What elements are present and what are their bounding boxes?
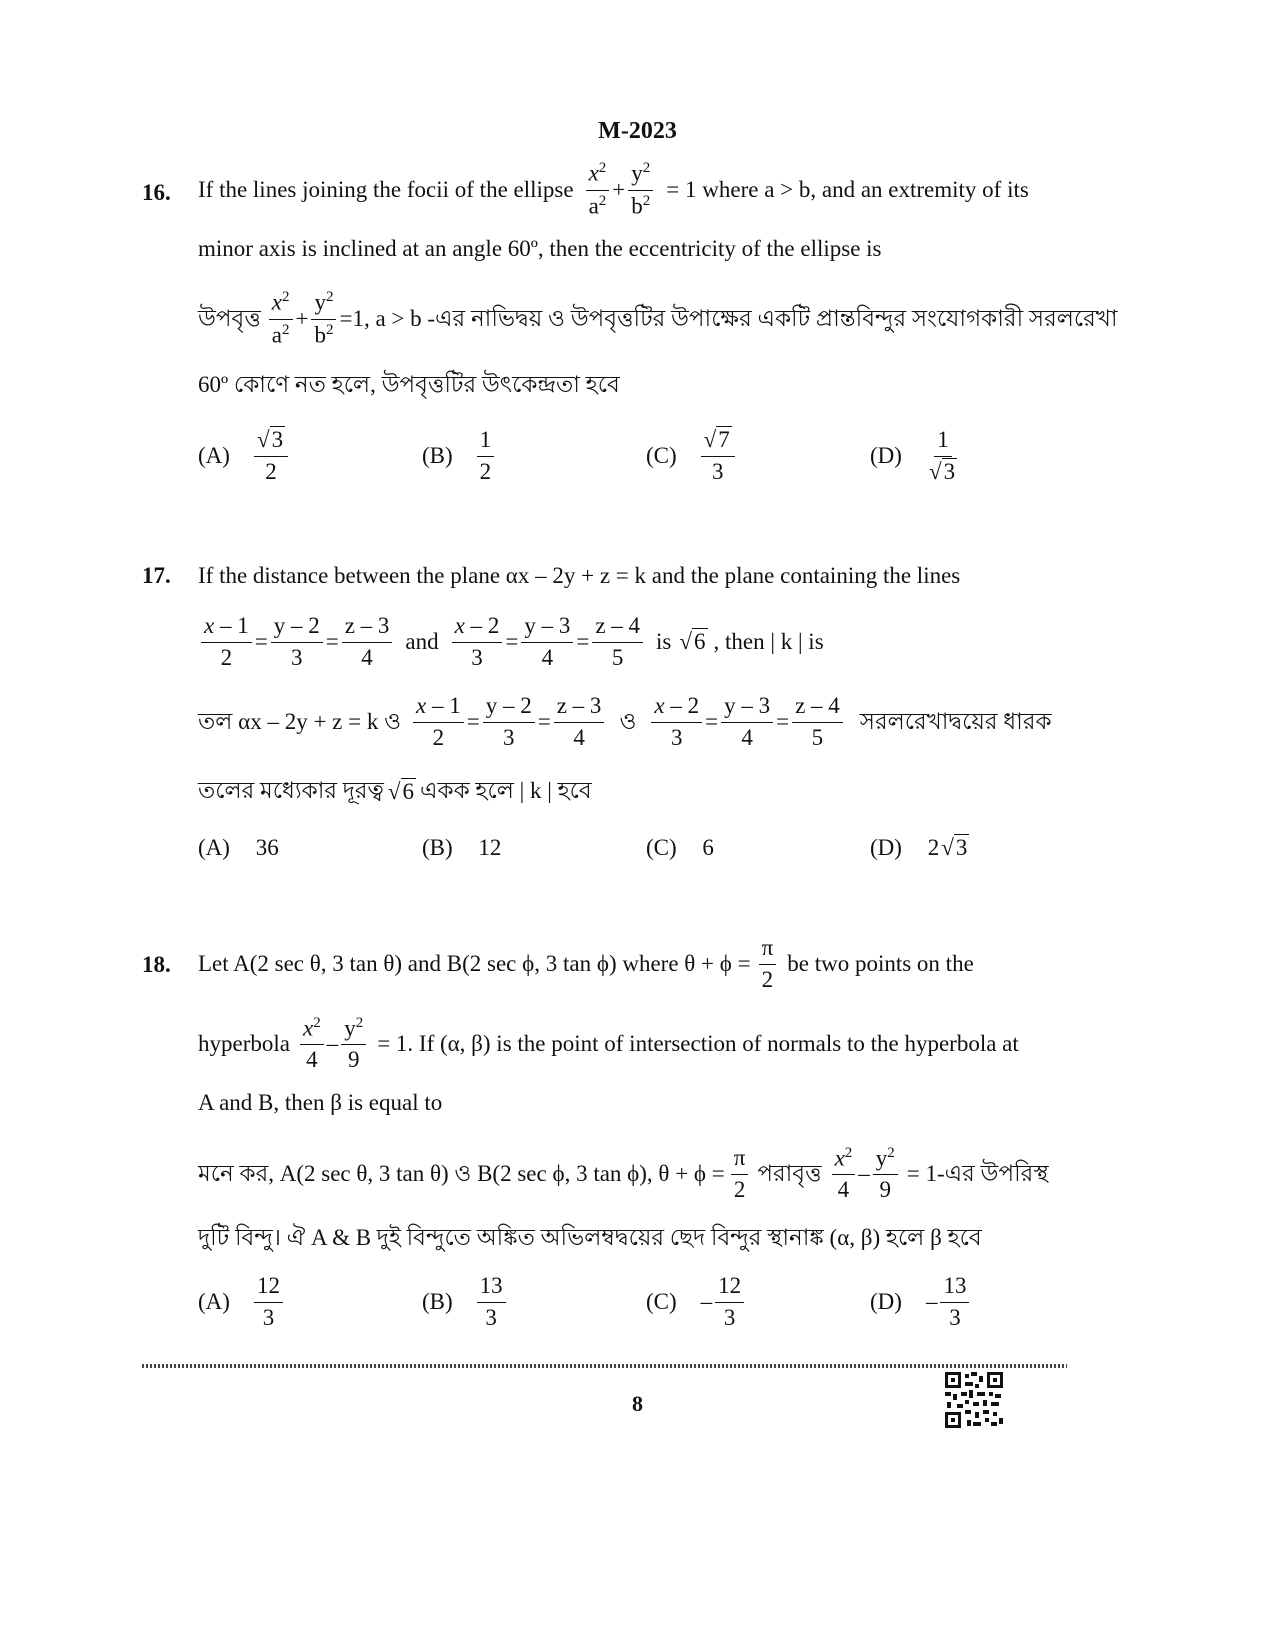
fraction-x2-4: $\frac{x^2}{4}$ <box>832 1145 856 1204</box>
fraction: $\frac{y - 3}{4}$ <box>721 693 773 751</box>
option-label: (A) <box>198 1289 230 1314</box>
option-value: 6 <box>702 835 714 860</box>
question-text: = 1 where a > b, and an extremity of its <box>666 177 1029 202</box>
fraction: $\frac{x - 2}{3}$ <box>651 693 702 751</box>
question-18-en-line3: A and B, then β is equal to <box>198 1090 443 1115</box>
question-text: Let A(2 sec θ, 3 tan θ) and B(2 sec ϕ, 3 tan ϕ) where θ + ϕ = <box>198 951 751 976</box>
question-text-bengali: উপবৃত্ত <box>198 305 261 331</box>
question-text-bengali: মনে কর, A(2 sec θ, 3 tan θ) ও B(2 sec ϕ, 3 tan ϕ), θ + ϕ = <box>198 1160 725 1186</box>
option-value: $\frac{13}{3}$ <box>477 1273 506 1331</box>
confidential-strip <box>142 1364 1067 1368</box>
option-label: (A) <box>198 835 230 860</box>
question-18-en-line1 <box>198 932 1068 996</box>
option-value: $\frac{12}{3}$ <box>254 1273 283 1331</box>
option-label: (B) <box>422 1289 453 1314</box>
question-17-en-line1: If the distance between the plane αx – 2y + z = k and the plane containing the lines <box>198 563 961 588</box>
option-value: 12 <box>478 835 502 860</box>
option-b[interactable] <box>422 835 501 861</box>
option-label: (D) <box>870 835 902 860</box>
option-a[interactable] <box>198 424 291 488</box>
option-label: (C) <box>646 443 677 468</box>
option-b[interactable] <box>422 424 497 488</box>
question-18-bn-line2: দুটি বিন্দু। ঐ A & B দুই বিন্দুতে অঙ্কিত অভিলম্বদ্বয়ের ছেদ বিন্দুর স্থানাঙ্ক (α, β) হলে β হবে <box>198 1225 982 1250</box>
page-header-code: M-2023 <box>598 118 677 144</box>
option-value: $\frac{12}{3}$ <box>715 1273 744 1331</box>
fraction-y2-9: $\frac{y^2}{9}$ <box>873 1145 898 1204</box>
fraction: $\frac{y - 2}{3}$ <box>483 693 535 751</box>
question-text-bengali: পরাবৃত্ত <box>757 1160 822 1186</box>
page-number: 8 <box>632 1391 643 1416</box>
fraction: $\frac{z - 3}{4}$ <box>342 613 393 671</box>
fraction: $\frac{z - 4}{5}$ <box>792 693 843 751</box>
question-text-bengali: সরলরেখাদ্বয়ের ধারক <box>859 708 1052 734</box>
option-c[interactable] <box>646 835 714 861</box>
option-a[interactable] <box>198 1270 286 1334</box>
option-d[interactable] <box>870 835 969 861</box>
fraction-x2-a2: $\frac{x^2}{a^2}$ <box>586 160 610 219</box>
question-text: , then | k | is <box>713 629 824 654</box>
question-text-bengali: =1, a > b -এর নাভিদ্বয় ও উপবৃত্তটির উপাক্ষের একটি প্রান্তবিন্দুর সংযোগকারী সরলরেখা <box>339 305 1118 331</box>
question-text-bengali: তল αx – 2y + z = k ও <box>198 708 402 734</box>
fraction: $\frac{z - 3}{4}$ <box>554 693 605 751</box>
question-text: be two points on the <box>787 951 974 976</box>
question-text: hyperbola <box>198 1031 290 1056</box>
connector-text: ও <box>619 708 637 734</box>
option-value: $\frac{1}{2}$ <box>477 427 495 485</box>
question-17-en-line2: $\frac{x - 1}{2}$ = $\frac{y - 2}{3}$ = $\frac{z - 3}{4}$ and $\frac{x - 2}{3}$ = $\frac{y - 3}{4}$ = $\frac{z - 4}{5}$ is √6 , then | k | is <box>198 610 824 674</box>
fraction: $\frac{x - 1}{2}$ <box>201 613 252 671</box>
option-label: (A) <box>198 443 230 468</box>
fraction: $\frac{x - 2}{3}$ <box>452 613 503 671</box>
option-value: $\frac{√3}{2}$ <box>254 427 288 485</box>
sqrt-6: √6 <box>679 629 706 654</box>
fraction: $\frac{z - 4}{5}$ <box>592 613 643 671</box>
option-d[interactable] <box>870 424 963 488</box>
option-value: 36 <box>255 835 279 860</box>
fraction-y2-b2: $\frac{y^2}{b^2}$ <box>628 160 653 219</box>
question-text: = 1. If (α, β) is the point of intersection of normals to the hyperbola at <box>377 1031 1019 1056</box>
sqrt-3: √3 <box>941 835 968 860</box>
option-d[interactable]: (D) – $\frac{13}{3}$ <box>870 1270 972 1334</box>
fraction: $\frac{x - 1}{2}$ <box>413 693 464 751</box>
question-number: 18. <box>142 952 171 977</box>
question-18-bn-line1: মনে কর, A(2 sec θ, 3 tan θ) ও B(2 sec ϕ, 3 tan ϕ), θ + ϕ = $\frac{\pi}{2}$ পরাবৃত্ত $\frac{x^2}{4}$ – $\frac{y^2}{9}$ = 1-এর উপরিস্থ <box>198 1144 1049 1202</box>
question-number: 16. <box>142 180 171 205</box>
option-b[interactable] <box>422 1270 509 1334</box>
fraction-x2-4: $\frac{x^2}{4}$ <box>300 1015 324 1074</box>
option-value: 2 <box>927 835 940 860</box>
question-16-en-line2: minor axis is inclined at an angle 60º, then the eccentricity of the ellipse is <box>198 236 882 261</box>
question-17-bn-line2 <box>198 772 592 811</box>
question-text-bengali: তলের মধ্যেকার দূরত্ব <box>198 778 384 803</box>
fraction-pi-2: $\frac{\pi}{2}$ <box>731 1145 749 1203</box>
question-17-bn-line1: তল αx – 2y + z = k ও $\frac{x - 1}{2}$ = $\frac{y - 2}{3}$ = $\frac{z - 3}{4}$ ও $\frac{x - 2}{3}$ = $\frac{y - 3}{4}$ = $\frac{z - 4}{5}$ সরলরেখাদ্বয়ের ধারক <box>198 693 1052 750</box>
connector-text: and <box>405 629 439 654</box>
fraction-y2-b2: $\frac{y^2}{b^2}$ <box>311 289 336 348</box>
option-label: (D) <box>870 443 902 468</box>
option-label: (C) <box>646 1289 677 1314</box>
fraction-y2-9: $\frac{y^2}{9}$ <box>341 1015 366 1074</box>
option-label: (D) <box>870 1289 902 1314</box>
fraction: $\frac{y - 3}{4}$ <box>521 613 573 671</box>
question-16-bn-line2: 60º কোণে নত হলে, উপবৃত্তটির উৎকেন্দ্রতা হবে <box>198 372 620 397</box>
option-value: $\frac{1}{√3}$ <box>928 427 956 484</box>
connector-text: is <box>656 629 672 654</box>
question-text: If the lines joining the focii of the ellipse <box>198 177 574 202</box>
option-c[interactable] <box>646 424 738 488</box>
option-c[interactable]: (C) – $\frac{12}{3}$ <box>646 1270 747 1334</box>
question-16-bn-line1: উপবৃত্ত $\frac{x^2}{a^2}$ + $\frac{y^2}{b^2}$ =1, a > b -এর নাভিদ্বয় ও উপবৃত্তটির উপাক্ষের একটি প্রান্তবিন্দুর সংযোগকারী সরলরেখা <box>198 289 1118 348</box>
option-value: $\frac{13}{3}$ <box>940 1273 969 1331</box>
question-18-en-line2: hyperbola $\frac{x^2}{4}$ – $\frac{y^2}{9}$ = 1. If (α, β) is the point of intersection of normals to the hyperbola at <box>198 1014 1019 1072</box>
option-label: (B) <box>422 443 453 468</box>
question-16-en-line1: If the lines joining the focii of the ellipse $\frac{x^2}{a^2}$ + $\frac{y^2}{b^2}$ = 1 where a > b, and an extremity of its <box>198 160 1029 219</box>
qr-code-icon <box>945 1372 1003 1428</box>
question-text-bengali: একক হলে | k | হবে <box>420 778 592 803</box>
fraction-x2-a2: $\frac{x^2}{a^2}$ <box>269 289 293 348</box>
sqrt-6: √6 <box>387 778 414 804</box>
fraction-pi-2: $\frac{\pi}{2}$ <box>759 935 777 993</box>
option-label: (B) <box>422 835 453 860</box>
option-a[interactable] <box>198 835 279 861</box>
question-text-bengali: = 1-এর উপরিস্থ <box>906 1160 1049 1186</box>
question-number: 17. <box>142 563 171 588</box>
option-label: (C) <box>646 835 677 860</box>
option-value: $\frac{√7}{3}$ <box>701 427 735 485</box>
fraction: $\frac{y - 2}{3}$ <box>271 613 323 671</box>
